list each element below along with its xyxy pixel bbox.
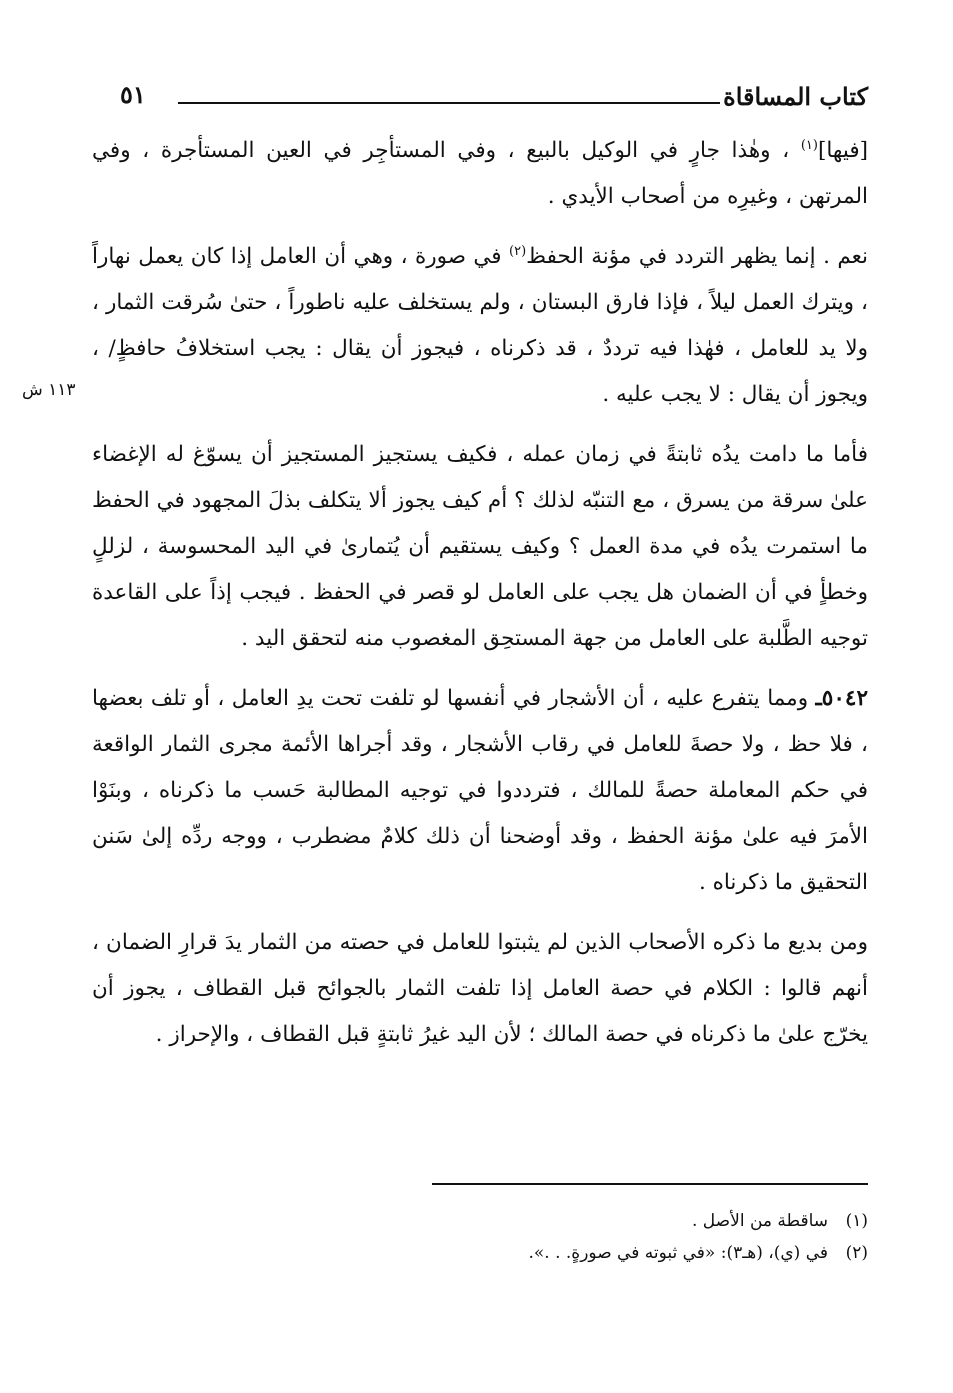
footnotes: [300, 1205, 868, 1269]
main-text: [92, 128, 868, 1072]
paragraph-2-pre: نعم . إنما يظهر التردد في مؤنة الحفظ: [526, 244, 868, 269]
paragraph-1-post: ، وهٰذا جارٍ في الوكيل بالبيع ، وفي المستأجِر في العين المستأجرة ، وفي المرتهن ، وغيرِه من أصحاب الأيدي .: [92, 138, 868, 209]
paragraph-4-text: ومما يتفرع عليه ، أن الأشجار في أنفسها لو تلفت تحت يدِ العامل ، أو تلف بعضها ، فلا حظ ، ولا حصةَ للعامل في رقاب الأشجار ، وقد أجراها الأئمة مجرى الثمار الواقعة في حكم المعاملة حصةً للمالك ، فترددوا في توجيه المطالبة حَسب ما ذكرناه ، وبنَوْا الأمرَ فيه علىٰ مؤنة الحفظ ، وقد أوضحنا أن ذلك كلامٌ مضطرب ، ووجه ردِّه إلىٰ سَنن التحقيق ما ذكرناه .: [92, 686, 868, 895]
footnote-2-number: (٢): [845, 1243, 868, 1263]
margin-note: ١١٣ ش: [22, 380, 76, 400]
paragraph-4: [92, 676, 868, 906]
paragraph-1-pre: [فيها]: [817, 138, 868, 163]
footnote-2: [300, 1237, 868, 1269]
footnote-1-text: ساقطة من الأصل .: [692, 1211, 828, 1231]
footnote-ref-2: (٢): [509, 243, 527, 259]
footnote-1: [300, 1205, 868, 1237]
paragraph-3: فأما ما دامت يدُه ثابتةً في زمان عمله ، فكيف يستجيز المستجيز أن يسوّغ له الإغضاء علىٰ سرقة من يسرق ، مع التنبّه لذلك ؟ أم كيف يجوز ألا يتكلف بذلَ المجهود في الحفظ ما استمرت يدُه في مدة العمل ؟ وكيف يستقيم أن يُتمارىٰ في اليد المحسوسة ، لزللٍ وخطأٍ في أن الضمان هل يجب على العامل لو قصر في الحفظ . فيجب إذاً على القاعدة توجيه الطَّلبة على العامل من جهة المستحِق المغصوب منه لتحقق اليد .: [92, 442, 868, 651]
running-header: [120, 80, 868, 120]
footnote-ref-1: (١): [800, 137, 818, 153]
paragraph-2-post: في صورة ، وهي أن العامل إذا كان يعمل نهاراً ، ويترك العمل ليلاً ، فإذا فارق البستان ، ولم يستخلف عليه ناطوراً ، حتىٰ سُرقت الثمار ، ولا يد للعامل ، فهٰذا فيه ترددٌ ، قد ذكرناه ، فيجوز أن يقال : يجب استخلافُ حافظٍ/ ، ويجوز أن يقال : لا يجب عليه .: [92, 244, 868, 407]
paragraph-2: [92, 234, 868, 418]
page-number: ٥١: [120, 80, 146, 109]
paragraph-5: ومن بديع ما ذكره الأصحاب الذين لم يثبتوا للعامل في حصته من الثمار يدَ قرارِ الضمان ، أنهم قالوا : الكلام في حصة العامل إذا تلفت الثمار بالجوائح قبل القطاف ، يجوز أن يخرّج علىٰ ما ذكرناه في حصة المالك ؛ لأن اليد غيرُ ثابتةٍ قبل القطاف ، والإحراز .: [92, 930, 868, 1047]
footnote-1-number: (١): [845, 1211, 868, 1231]
issue-number: ٥٠٤٢ـ: [815, 686, 868, 711]
footnote-separator: [432, 1183, 868, 1185]
header-title: كتاب المساقاة: [723, 82, 868, 111]
header-rule: [178, 102, 720, 104]
footnote-2-text: في (ي)، (هـ٣): «في ثبوته في صورةٍ. . .».: [528, 1243, 828, 1263]
paragraph-1: [92, 128, 868, 220]
